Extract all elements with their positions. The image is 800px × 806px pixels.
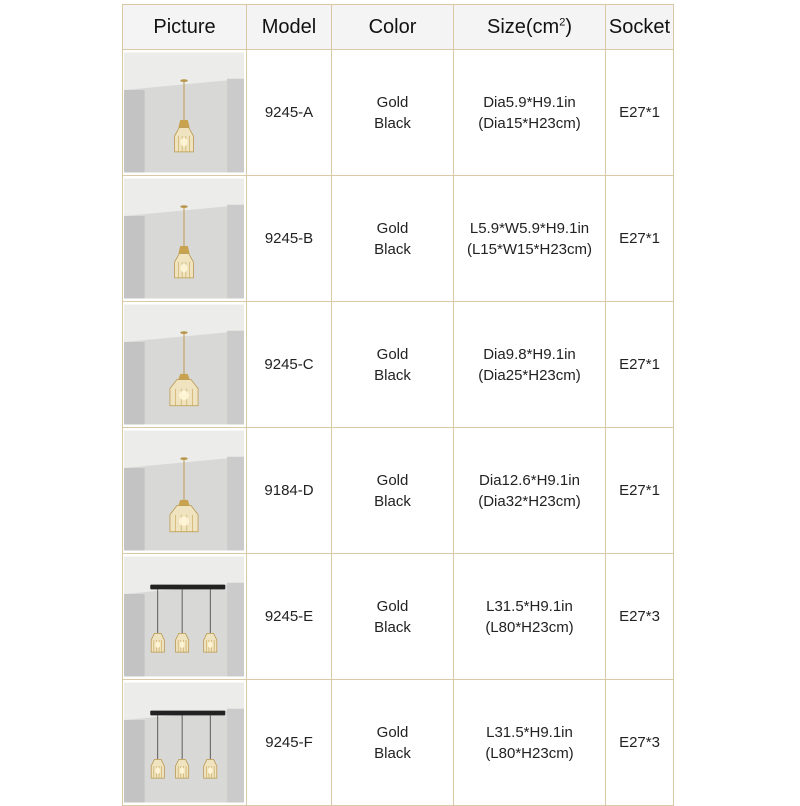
color-option: Black <box>374 492 411 510</box>
size-inches: Dia9.8*H9.1in <box>483 345 576 363</box>
size-centimeters: (L15*W15*H23cm) <box>466 240 593 258</box>
color-option: Gold <box>376 219 409 237</box>
color-option: Gold <box>376 723 409 741</box>
socket-cell: E27*3 <box>606 554 674 680</box>
size-cell <box>454 428 606 554</box>
color-option: Gold <box>376 93 409 111</box>
size-centimeters: (Dia25*H23cm) <box>478 366 581 384</box>
header-model: Model <box>247 5 332 50</box>
model-cell: 9245-E <box>247 554 332 680</box>
table-row <box>123 554 674 680</box>
triple-crystal-pendant-icon <box>124 556 244 677</box>
wide-crystal-pendant-icon <box>124 430 244 551</box>
size-inches: L31.5*H9.1in <box>486 597 573 615</box>
header-size <box>454 5 606 50</box>
color-option: Black <box>374 114 411 132</box>
table-row <box>123 50 674 176</box>
model-cell: 9245-B <box>247 176 332 302</box>
color-cell <box>332 302 454 428</box>
product-picture-cell <box>123 680 247 806</box>
header-row <box>123 5 674 50</box>
table-row <box>123 302 674 428</box>
color-option: Black <box>374 744 411 762</box>
size-inches: Dia12.6*H9.1in <box>479 471 580 489</box>
size-inches: L31.5*H9.1in <box>486 723 573 741</box>
color-cell <box>332 680 454 806</box>
size-centimeters: (L80*H23cm) <box>485 618 574 636</box>
triple-crystal-pendant-icon <box>124 682 244 803</box>
table-row <box>123 428 674 554</box>
single-crystal-pendant-icon <box>124 178 244 299</box>
socket-cell: E27*1 <box>606 176 674 302</box>
color-cell <box>332 554 454 680</box>
header-color: Color <box>332 5 454 50</box>
socket-cell: E27*1 <box>606 50 674 176</box>
header-size-close: ) <box>565 15 573 38</box>
color-cell <box>332 50 454 176</box>
size-inches: Dia5.9*H9.1in <box>483 93 576 111</box>
header-size-label: Size(cm <box>486 15 560 38</box>
color-option: Black <box>374 366 411 384</box>
color-option: Black <box>374 618 411 636</box>
product-picture-cell <box>123 302 247 428</box>
size-cell <box>454 554 606 680</box>
wide-crystal-pendant-icon <box>124 304 244 425</box>
product-picture-cell <box>123 176 247 302</box>
product-picture-cell <box>123 428 247 554</box>
size-cell <box>454 176 606 302</box>
size-centimeters: (L80*H23cm) <box>485 744 574 762</box>
socket-cell: E27*1 <box>606 302 674 428</box>
table-row <box>123 176 674 302</box>
model-cell: 9245-F <box>247 680 332 806</box>
header-size-superscript: 2 <box>559 15 566 28</box>
product-picture-cell <box>123 50 247 176</box>
size-cell <box>454 302 606 428</box>
model-cell: 9184-D <box>247 428 332 554</box>
header-picture: Picture <box>123 5 247 50</box>
socket-cell: E27*3 <box>606 680 674 806</box>
color-option: Gold <box>376 471 409 489</box>
color-cell <box>332 428 454 554</box>
size-centimeters: (Dia32*H23cm) <box>478 492 581 510</box>
single-crystal-pendant-icon <box>124 52 244 173</box>
table-row <box>123 680 674 806</box>
color-option: Black <box>374 240 411 258</box>
color-option: Gold <box>376 345 409 363</box>
size-cell <box>454 50 606 176</box>
product-picture-cell <box>123 554 247 680</box>
size-centimeters: (Dia15*H23cm) <box>478 114 581 132</box>
model-cell: 9245-C <box>247 302 332 428</box>
model-cell: 9245-A <box>247 50 332 176</box>
socket-cell: E27*1 <box>606 428 674 554</box>
size-inches: L5.9*W5.9*H9.1in <box>469 219 590 237</box>
header-socket: Socket <box>606 5 674 50</box>
size-cell <box>454 680 606 806</box>
color-option: Gold <box>376 597 409 615</box>
spec-table <box>122 4 674 806</box>
color-cell <box>332 176 454 302</box>
